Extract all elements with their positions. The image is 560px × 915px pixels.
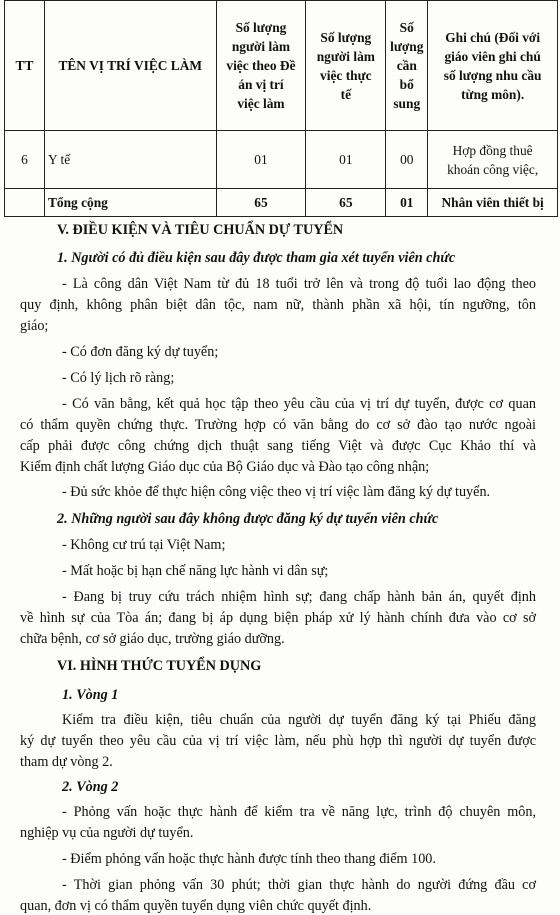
total-note: Nhân viên thiết bị — [428, 189, 558, 217]
paragraph: cấp phải được công chứng dịch thuật sang tiếng Việt và được Cục Khảo thí và — [20, 438, 536, 454]
paragraph: - Điểm phỏng vấn hoặc thực hành được tính theo thang điểm 100. — [62, 851, 436, 867]
header-position: TÊN VỊ TRÍ VIỆC LÀM — [44, 1, 216, 131]
total-label: Tổng cộng — [44, 189, 216, 217]
round-1-heading: 1. Vòng 1 — [62, 687, 119, 703]
total-actual: 65 — [306, 189, 386, 217]
table-header-row — [5, 1, 558, 131]
header-tt: TT — [5, 1, 45, 131]
paragraph: - Phỏng vấn hoặc thực hành để kiểm tra về năng lực, trình độ chuyên môn, — [62, 804, 536, 820]
paragraph: - Đang bị truy cứu trách nhiệm hình sự; đang chấp hành bản án, quyết định — [62, 589, 536, 605]
row-position: Y tế — [44, 131, 216, 189]
paragraph: - Thời gian phỏng vấn 30 phút; thời gian thực hành do người đứng đầu cơ — [62, 877, 536, 893]
total-row — [5, 189, 558, 217]
round-2-heading: 2. Vòng 2 — [62, 779, 119, 795]
paragraph: - Có đơn đăng ký dự tuyển; — [62, 344, 219, 360]
paragraph: quan, đơn vị có thẩm quyền tuyển dụng viên chức quyết định. — [20, 898, 372, 914]
paragraph: - Có lý lịch rõ ràng; — [62, 370, 175, 386]
total-quota: 65 — [216, 189, 306, 217]
paragraph: nghiệp vụ của người dự tuyển. — [20, 825, 194, 841]
paragraph: - Không cư trú tại Việt Nam; — [62, 537, 226, 553]
header-actual: Số lượng người làm việc thực tế — [306, 1, 386, 131]
paragraph: giáo; — [20, 318, 49, 334]
paragraph: tham dự vòng 2. — [20, 754, 113, 770]
row-needed: 00 — [386, 131, 428, 189]
paragraph: Kiểm định chất lượng Giáo dục của Bộ Giáo dục và Đào tạo công nhận; — [20, 459, 430, 475]
section-5-sub-2: 2. Những người sau đây không được đăng ký dự tuyển viên chức — [57, 511, 439, 527]
header-quota: Số lượng người làm việc theo Đề án vị trí việc làm — [216, 1, 306, 131]
header-note: Ghi chú (Đối với giáo viên ghi chú số lượng nhu cầu từng môn). — [428, 1, 558, 131]
row-quota: 01 — [216, 131, 306, 189]
paragraph: quy định, không phân biệt dân tộc, nam nữ, thành phần xã hội, tín ngưỡng, tôn — [20, 297, 536, 313]
paragraph: - Đủ sức khỏe để thực hiện công việc theo vị trí việc làm đăng ký dự tuyển. — [62, 484, 491, 500]
header-needed: Số lượng cần bổ sung — [386, 1, 428, 131]
row-note: Hợp đồng thuê khoán công việc, — [428, 131, 558, 189]
paragraph: - Có văn bằng, kết quả học tập theo yêu cầu của vị trí dự tuyển, được cơ quan — [62, 396, 536, 412]
section-6-title: VI. HÌNH THỨC TUYỂN DỤNG — [57, 658, 262, 674]
paragraph: về hình sự của Tòa án; đang bị áp dụng biện pháp xử lý hành chính đưa vào cơ sở — [20, 610, 536, 626]
paragraph: ký dự tuyển theo yêu cầu của vị trí việc làm, nếu phù hợp thì người dự tuyển được — [20, 733, 536, 749]
paragraph: Kiểm tra điều kiện, tiêu chuẩn của người dự tuyển đăng ký tại Phiếu đăng — [62, 712, 536, 728]
section-5-sub-1: 1. Người có đủ điều kiện sau đây được tham gia xét tuyển viên chức — [57, 250, 456, 266]
table-row — [5, 131, 558, 189]
paragraph: - Là công dân Việt Nam từ đủ 18 tuổi trở lên và trong độ tuổi lao động theo — [62, 276, 536, 292]
paragraph: - Mất hoặc bị hạn chế năng lực hành vi dân sự; — [62, 563, 329, 579]
row-actual: 01 — [306, 131, 386, 189]
paragraph: có thẩm quyền chứng thực. Trường hợp có văn bằng do cơ sở đào tạo nước ngoài — [20, 417, 536, 433]
total-needed: 01 — [386, 189, 428, 217]
row-tt: 6 — [5, 131, 45, 189]
positions-table — [4, 0, 558, 217]
paragraph: chữa bệnh, cơ sở giáo dục, trường giáo dưỡng. — [20, 631, 285, 647]
section-5-title: V. ĐIỀU KIỆN VÀ TIÊU CHUẨN DỰ TUYỂN — [57, 222, 344, 238]
